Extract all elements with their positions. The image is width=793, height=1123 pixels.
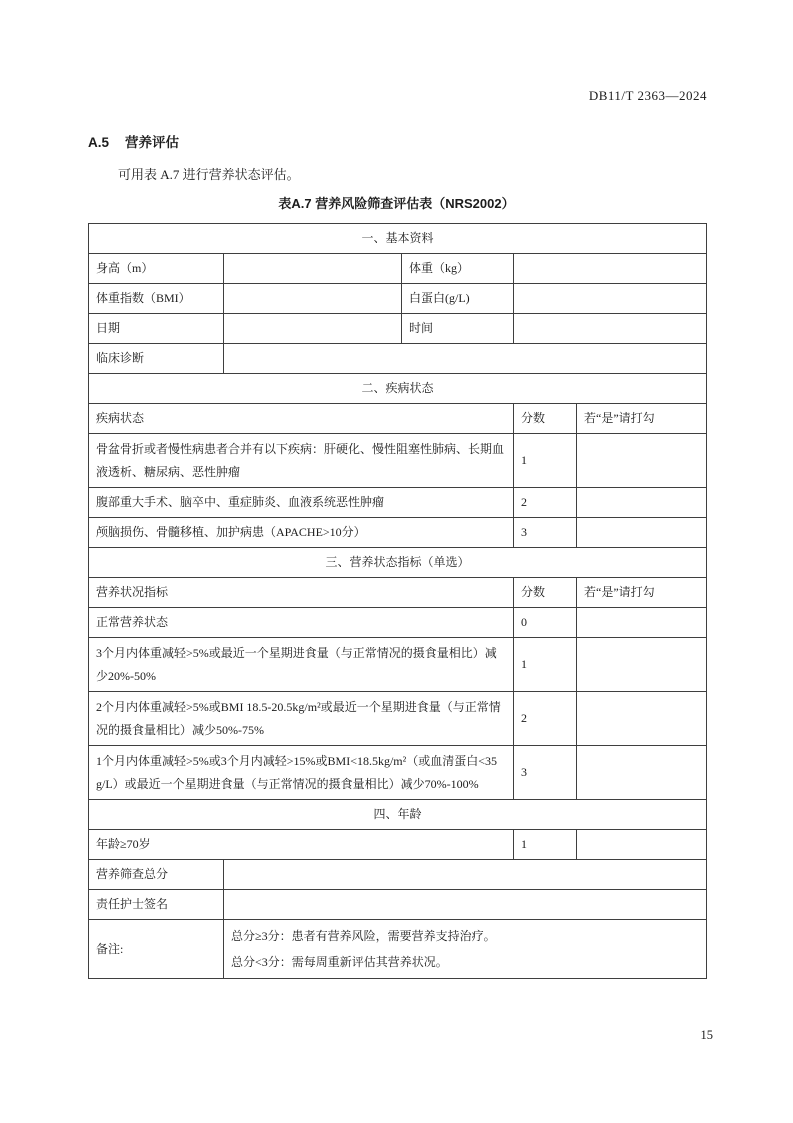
part1-title-row: [89, 224, 707, 254]
bmi-label: 体重指数（BMI）: [89, 284, 224, 314]
height-label: 身高（m）: [89, 254, 224, 284]
section-heading: [88, 131, 179, 151]
disease-status-header: 疾病状态: [89, 404, 514, 434]
disease-desc-cell: 颅脑损伤、骨髓移植、加护病患（APACHE>10分）: [89, 518, 514, 548]
nutrition-desc-cell: 3个月内体重减轻>5%或最近一个星期进食量（与正常情况的摄食量相比）减少20%-50%: [89, 638, 514, 692]
height-value-cell: [224, 254, 402, 284]
nutrition-indicator-header: 营养状况指标: [89, 578, 514, 608]
disease-check-cell: [577, 488, 707, 518]
page-number: 15: [700, 1028, 713, 1042]
section-title: 营养评估: [125, 135, 180, 150]
part4-title-row: [89, 800, 707, 830]
disease-desc-cell: 腹部重大手术、脑卒中、重症肺炎、血液系统恶性肿瘤: [89, 488, 514, 518]
nurse-signature-value-cell: [224, 890, 707, 920]
remark-content-cell: [224, 920, 707, 979]
nurse-signature-label: 责任护士签名: [89, 890, 224, 920]
total-score-label: 营养筛查总分: [89, 860, 224, 890]
nutrition-score-cell: 0: [514, 608, 577, 638]
date-value-cell: [224, 314, 402, 344]
nutrition-screening-table: [88, 223, 707, 979]
section-number: A.5: [88, 135, 110, 150]
table-row: [89, 434, 707, 488]
disease-score-cell: 3: [514, 518, 577, 548]
table-row: [89, 830, 707, 860]
table-caption: 表A.7 营养风险筛查评估表（NRS2002）: [278, 196, 515, 211]
disease-score-cell: 1: [514, 434, 577, 488]
table-row: [89, 314, 707, 344]
part3-title-row: [89, 548, 707, 578]
remark-line-2: 总分<3分：需每周重新评估其营养状况。: [231, 955, 448, 969]
nutrition-check-cell: [577, 638, 707, 692]
weight-value-cell: [514, 254, 707, 284]
bmi-value-cell: [224, 284, 402, 314]
nutrition-desc-cell: 2个月内体重减轻>5%或BMI 18.5-20.5kg/m²或最近一个星期进食量（与正常情况的摄食量相比）减少50%-75%: [89, 692, 514, 746]
nutrition-check-cell: [577, 608, 707, 638]
table-row: [89, 284, 707, 314]
table-row: [89, 488, 707, 518]
nutrition-score-cell: 1: [514, 638, 577, 692]
remark-line-1: 总分≥3分：患者有营养风险，需要营养支持治疗。: [231, 929, 496, 943]
doc-number: DB11/T 2363—2024: [588, 88, 707, 103]
table-row: [89, 860, 707, 890]
part4-title: 四、年龄: [89, 800, 707, 830]
age-score-cell: 1: [514, 830, 577, 860]
table-row: [89, 344, 707, 374]
time-label: 时间: [402, 314, 514, 344]
disease-desc-cell: 骨盆骨折或者慢性病患者合并有以下疾病：肝硬化、慢性阻塞性肺病、长期血液透析、糖尿病、恶性肿瘤: [89, 434, 514, 488]
albumin-label: 白蛋白(g/L): [402, 284, 514, 314]
date-label: 日期: [89, 314, 224, 344]
remark-label: 备注:: [89, 920, 224, 979]
table-row: [89, 608, 707, 638]
table-row: [89, 638, 707, 692]
diagnosis-label: 临床诊断: [89, 344, 224, 374]
nutrition-check-cell: [577, 692, 707, 746]
disease-check-cell: [577, 518, 707, 548]
part1-title: 一、基本资料: [89, 224, 707, 254]
part3-title: 三、营养状态指标（单选）: [89, 548, 707, 578]
check-header: 若“是”请打勾: [577, 578, 707, 608]
time-value-cell: [514, 314, 707, 344]
table-row: [89, 746, 707, 800]
weight-label: 体重（kg）: [402, 254, 514, 284]
table-row: [89, 692, 707, 746]
age-check-cell: [577, 830, 707, 860]
intro-paragraph: 可用表 A.7 进行营养状态评估。: [118, 167, 300, 182]
table-row: [89, 890, 707, 920]
nutrition-score-cell: 2: [514, 692, 577, 746]
total-score-value-cell: [224, 860, 707, 890]
disease-check-cell: [577, 434, 707, 488]
part2-header-row: [89, 404, 707, 434]
disease-score-cell: 2: [514, 488, 577, 518]
nutrition-desc-cell: 正常营养状态: [89, 608, 514, 638]
part2-title-row: [89, 374, 707, 404]
check-header: 若“是”请打勾: [577, 404, 707, 434]
nutrition-score-cell: 3: [514, 746, 577, 800]
albumin-value-cell: [514, 284, 707, 314]
score-header: 分数: [514, 404, 577, 434]
remark-row: [89, 920, 707, 979]
age-desc-cell: 年龄≥70岁: [89, 830, 514, 860]
part2-title: 二、疾病状态: [89, 374, 707, 404]
score-header: 分数: [514, 578, 577, 608]
nutrition-desc-cell: 1个月内体重减轻>5%或3个月内减轻>15%或BMI<18.5kg/m²（或血清蛋白<35g/L）或最近一个星期进食量（与正常情况的摄食量相比）减少70%-100%: [89, 746, 514, 800]
part3-header-row: [89, 578, 707, 608]
nutrition-check-cell: [577, 746, 707, 800]
table-row: [89, 518, 707, 548]
table-row: [89, 254, 707, 284]
diagnosis-value-cell: [224, 344, 707, 374]
